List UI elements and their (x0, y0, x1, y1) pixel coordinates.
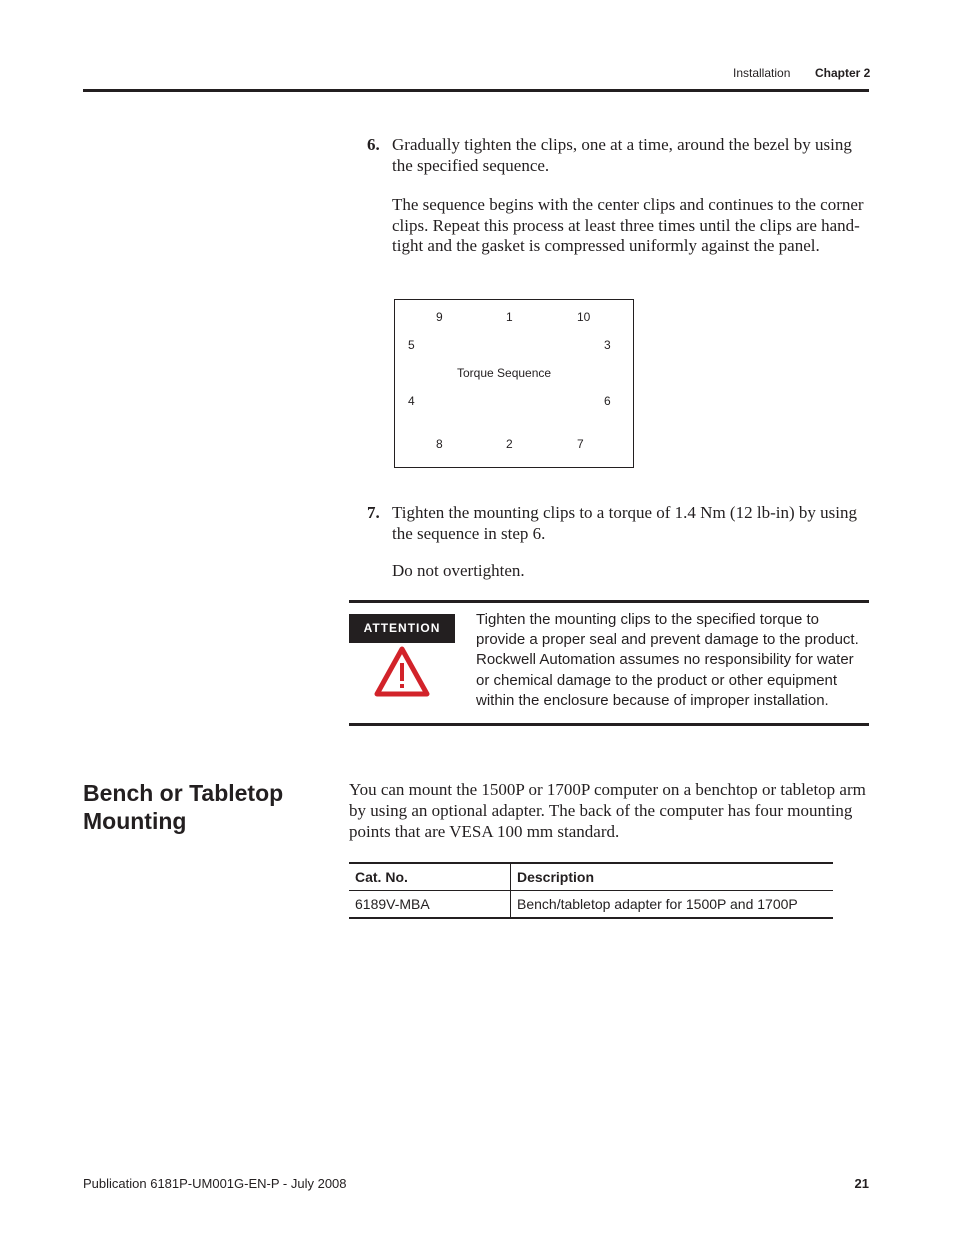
column-header: Cat. No. (355, 869, 408, 885)
table-row (349, 891, 833, 919)
step-6-number: 6. (367, 135, 380, 154)
step-6-note: The sequence begins with the center clips and continues to the corner clips. Repeat this process at least three times until the clips are hand-tight and the gasket is compressed uniformly against the panel. (392, 195, 864, 255)
step-7-text: Tighten the mounting clips to a torque of 1.4 Nm (12 lb-in) by using the sequence in step 6. (392, 503, 857, 543)
page-number: 21 (854, 1176, 869, 1191)
clip-label: 7 (577, 437, 584, 451)
clip-label: 10 (577, 310, 591, 324)
clip-label: 5 (408, 338, 415, 352)
attention-bottom-rule (349, 723, 869, 726)
clip-label: 9 (436, 310, 443, 324)
step-7-note: Do not overtighten. (392, 561, 525, 580)
warning-triangle-icon (374, 645, 430, 697)
torque-sequence-diagram (394, 299, 634, 468)
step-7-number: 7. (367, 503, 380, 522)
running-header-chapter: Chapter 2 (815, 66, 871, 80)
clip-label: 3 (604, 338, 611, 352)
table-cell: 6189V-MBA (355, 896, 430, 912)
section-body: You can mount the 1500P or 1700P computer on a benchtop or tabletop arm by using an optional adapter. The back of the computer has four mounting points that are VESA 100 mm standard. (349, 780, 866, 841)
footer-publication: Publication 6181P-UM001G-EN-P - July 2008 (83, 1176, 347, 1191)
step-6-text: Gradually tighten the clips, one at a time, around the bezel by using the specified sequence. (392, 135, 852, 175)
clip-label: 8 (436, 437, 443, 451)
clip-label: 2 (506, 437, 513, 451)
column-header: Description (511, 863, 834, 891)
catalog-table (349, 862, 833, 919)
diagram-title: Torque Sequence (457, 366, 552, 380)
table-header-row (349, 863, 833, 891)
clip-label: 1 (506, 310, 513, 324)
table-cell: Bench/tabletop adapter for 1500P and 1700P (511, 891, 834, 919)
clip-label: 6 (604, 394, 611, 408)
section-heading: Bench or Tabletop Mounting (83, 780, 284, 834)
attention-label: ATTENTION (349, 614, 455, 643)
clip-label: 4 (408, 394, 415, 408)
attention-text: Tighten the mounting clips to the specified torque to provide a proper seal and prevent damage to the product. Rockwell Automation assumes no responsibility for water or chemical damage to the product or other equipment within the enclosure because of improper installation. (476, 611, 859, 709)
header-rule (83, 89, 869, 92)
running-header-section: Installation (733, 66, 791, 80)
attention-top-rule (349, 600, 869, 603)
